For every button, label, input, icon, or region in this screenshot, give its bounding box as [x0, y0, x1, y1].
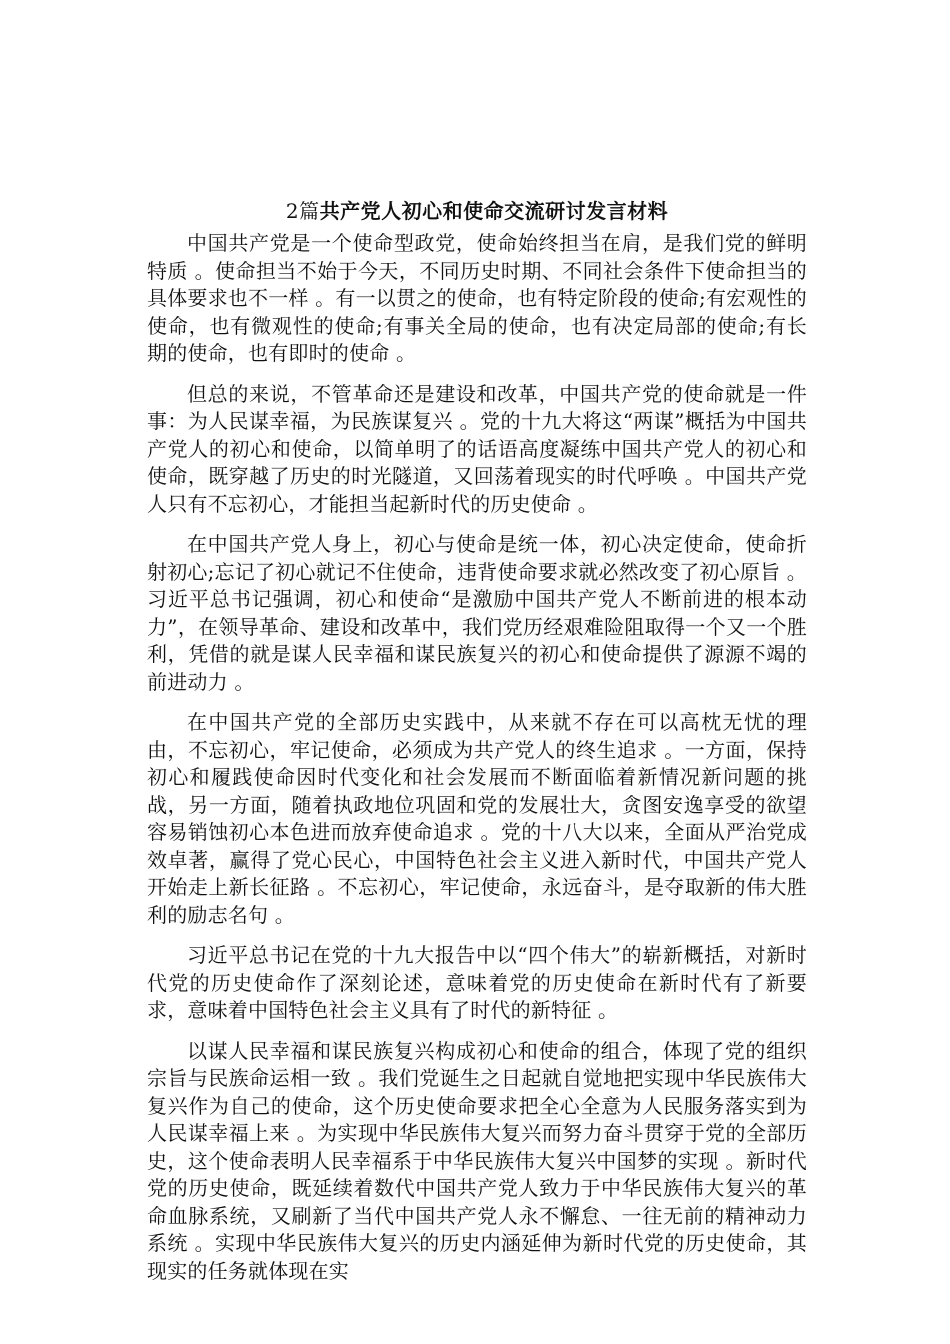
paragraph-2: 但总的来说，不管革命还是建设和改革，中国共产党的使命就是一件事：为人民谋幸福，为民族谋复兴 。党的十九大将这“两谋”概括为中国共产党人的初心和使命，以简单明了的话语高度凝练中国共产党人的初心和使命，既穿越了历史的时光隧道，又回荡着现实的时代呼唤 。中国共产党人只有不忘初心，才能担当起新时代的历史使命 。 [147, 381, 807, 516]
title-number: 2篇 [285, 199, 320, 223]
paragraph-3: 在中国共产党人身上，初心与使命是统一体，初心决定使命，使命折射初心;忘记了初心就记不住使命，违背使命要求就必然改变了初心原旨 。习近平总书记强调，初心和使命“是激励中国共产党人不断前进的根本动力”，在领导革命、建设和改革中，我们党历经艰难险阻取得一个又一个胜利，凭借的就是谋人民幸福和谋民族复兴的初心和使命提供了源源不竭的前进动力 。 [147, 532, 807, 694]
document-title [147, 196, 807, 226]
paragraph-4: 在中国共产党的全部历史实践中，从来就不存在可以高枕无忧的理由，不忘初心，牢记使命，必须成为共产党人的终生追求 。一方面，保持初心和履践使命因时代变化和社会发展而不断面临着新情况新问题的挑战，另一方面，随着执政地位巩固和党的发展壮大，贪图安逸享受的欲望容易销蚀初心本色进而放弃使命追求 。党的十八大以来，全面从严治党成效卓著，赢得了党心民心，中国特色社会主义进入新时代，中国共产党人开始走上新长征路 。不忘初心，牢记使命，永远奋斗，是夺取新的伟大胜利的励志名句 。 [147, 710, 807, 927]
title-text: 共产党人初心和使命交流研讨发言材料 [319, 199, 669, 223]
paragraph-5: 习近平总书记在党的十九大报告中以“四个伟大”的崭新概括，对新时代党的历史使命作了深刻论述，意味着党的历史使命在新时代有了新要求，意味着中国特色社会主义具有了时代的新特征 。 [147, 943, 807, 1022]
paragraph-1: 中国共产党是一个使命型政党，使命始终担当在肩，是我们党的鲜明特质 。使命担当不始于今天，不同历史时期、不同社会条件下使命担当的具体要求也不一样 。有一以贯之的使命，也有特定阶段的使命;有宏观性的使命，也有微观性的使命;有事关全局的使命，也有决定局部的使命;有长期的使命，也有即时的使命 。 [147, 231, 807, 365]
document-page [147, 196, 807, 1298]
paragraph-6: 以谋人民幸福和谋民族复兴构成初心和使命的组合，体现了党的组织宗旨与民族命运相一致 。我们党诞生之日起就自觉地把实现中华民族伟大复兴作为自己的使命，这个历史使命要求把全心全意为人民服务落实到为人民谋幸福上来 。为实现中华民族伟大复兴而努力奋斗贯穿于党的全部历史，这个使命表明人民幸福系于中华民族伟大复兴中国梦的实现 。新时代党的历史使命，既延续着数代中国共产党人致力于中华民族伟大复兴的革命血脉系统，又刷新了当代中国共产党人永不懈怠、一往无前的精神动力系统 。实现中华民族伟大复兴的历史内涵延伸为新时代党的历史使命，其现实的任务就体现在实 [147, 1038, 807, 1283]
